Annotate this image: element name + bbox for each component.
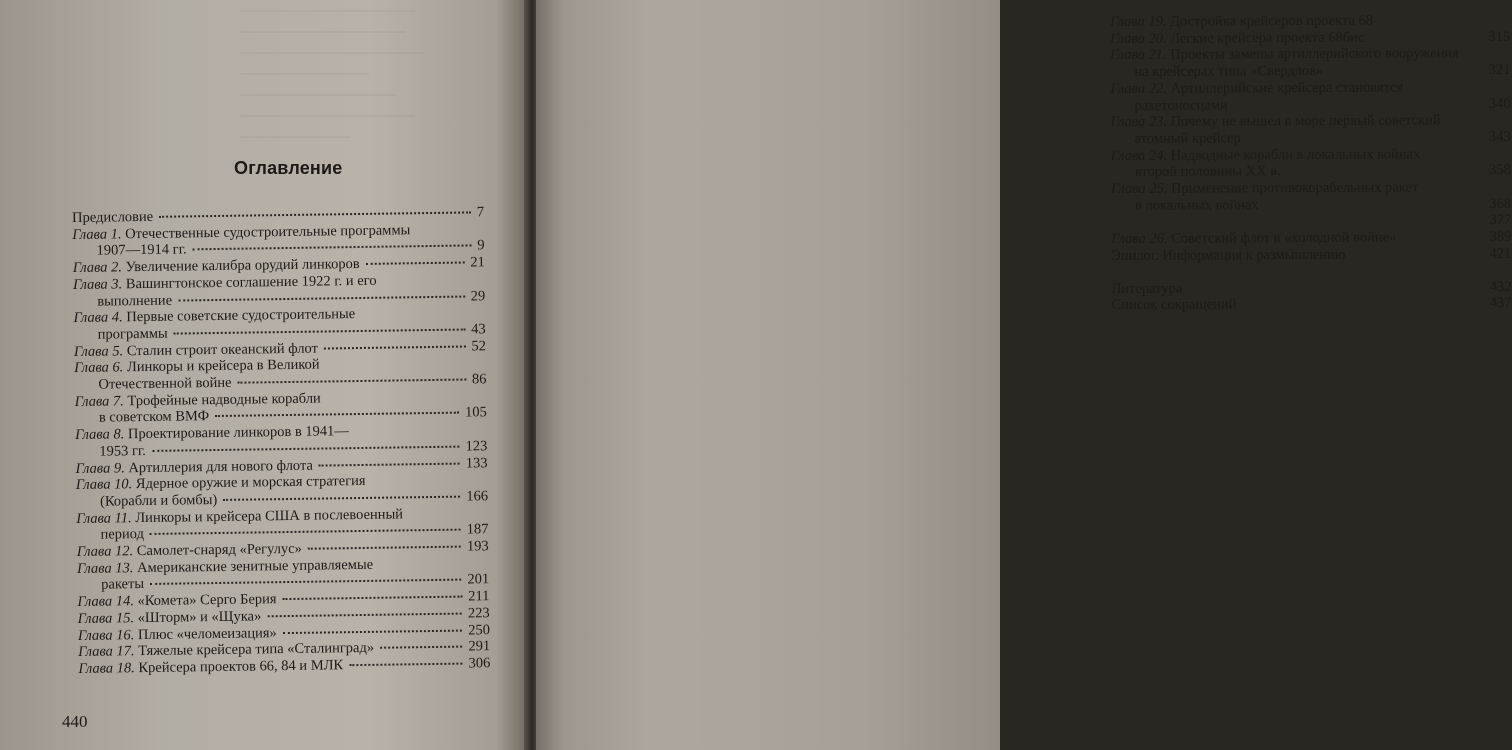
dot-leader: [178, 295, 465, 301]
chapter-title: Тяжелые крейсера типа «Сталинград»: [138, 640, 375, 660]
chapter-label: Глава 17.: [78, 643, 135, 661]
toc-entry-text: [1110, 29, 1364, 47]
chapter-title: Сталин строит океанский флот: [126, 340, 319, 359]
dot-leader: [193, 245, 472, 251]
page-ref: 315: [1488, 28, 1511, 45]
toc-right-list: [1110, 12, 1512, 314]
toc-entry: [1110, 29, 1510, 48]
right-page: [536, 0, 1512, 750]
dot-leader: [319, 462, 460, 466]
page-ref: 358: [1489, 162, 1511, 179]
dot-leader: [349, 663, 462, 667]
toc-entry: [1111, 246, 1511, 265]
toc-entry: [1110, 45, 1510, 81]
dot-leader: [1329, 69, 1482, 72]
dot-leader: [1117, 219, 1483, 223]
page-number: 440: [62, 712, 88, 731]
toc-entry-line: [1111, 212, 1511, 231]
chapter-title: Литература: [1111, 280, 1183, 297]
toc-entry-line: [1111, 196, 1511, 215]
chapter-title: Ядерное оружие и морская стратегия: [135, 473, 366, 493]
chapter-title: Отечественные судостроительные программы: [125, 221, 411, 242]
toc-entry-line: [1110, 45, 1510, 64]
toc-entry: [1111, 229, 1511, 248]
toc-entry-line: [1111, 112, 1511, 131]
dot-leader: [1352, 253, 1484, 256]
page-ref: 21: [470, 254, 485, 271]
chapter-title: Советский флот в «холодной войне»: [1171, 229, 1397, 247]
chapter-title: Американские зенитные управляемые: [136, 556, 374, 576]
page-ref: 306: [468, 655, 491, 672]
chapter-label: Глава 7.: [74, 393, 124, 410]
chapter-title: Вашингтонское соглашение 1922 г. и его: [125, 272, 377, 293]
chapter-title: Артиллерийские крейсера становятся: [1170, 79, 1404, 97]
dot-leader: [308, 546, 461, 550]
dot-leader: [237, 379, 465, 384]
chapter-label: Глава 4.: [73, 309, 123, 327]
toc-entry-text: [1134, 97, 1227, 114]
dot-leader: [150, 529, 461, 535]
chapter-label: Глава 14.: [77, 593, 135, 611]
page-ref: 9: [477, 237, 485, 254]
chapter-label: Глава 2.: [72, 259, 123, 277]
page-ref: 343: [1488, 128, 1511, 145]
chapter-title: «Комета» Серго Берия: [137, 591, 277, 610]
toc-entry-line: [1111, 129, 1511, 148]
toc-entry-line: [1111, 146, 1511, 165]
chapter-label: Глава 21.: [1110, 47, 1167, 64]
toc-entry-line: [1110, 79, 1510, 98]
page-ref: 223: [467, 605, 490, 622]
chapter-label: Глава 6.: [74, 359, 124, 377]
page-ref: 193: [466, 538, 489, 555]
dot-leader: [1402, 236, 1483, 238]
toc-entry-text: [1110, 46, 1459, 64]
toc-entry-text: [98, 375, 231, 394]
toc-entry: [1111, 278, 1511, 297]
toc-entry-text: [97, 292, 172, 310]
chapter-title: Проекты замены артиллерийского вооружения: [1170, 45, 1459, 64]
toc-entry: [1110, 79, 1510, 115]
page-ref: 86: [471, 371, 487, 388]
dot-leader: [283, 596, 463, 601]
dot-leader: [1370, 36, 1482, 39]
chapter-title: Увеличение калибра орудий линкоров: [125, 256, 360, 276]
chapter-title: на крейсерах типа «Свердлов»: [1134, 62, 1324, 80]
dot-leader: [324, 345, 466, 349]
chapter-label: Глава 23.: [1110, 113, 1168, 131]
dot-leader: [159, 211, 471, 217]
dot-leader: [1247, 136, 1483, 139]
chapter-title: Применение противокорабельных ракет: [1170, 179, 1419, 197]
chapter-label: Глава 22.: [1110, 80, 1167, 97]
toc-entry-text: [96, 242, 186, 260]
dot-leader: [1265, 203, 1483, 206]
chapter-title: период: [100, 526, 145, 543]
toc-entry-line: [1111, 295, 1511, 314]
dot-leader: [1234, 103, 1483, 106]
chapter-title: Эпилог. Информация к размышлению: [1111, 246, 1346, 264]
page-ref: 201: [467, 571, 490, 588]
toc-entry-text: [1135, 130, 1241, 147]
dot-leader: [174, 328, 465, 334]
chapter-title: Первые советские судостроительные: [126, 306, 356, 326]
toc-entry-line: [1111, 246, 1511, 265]
page-ref: 432: [1489, 278, 1512, 295]
chapter-title: Крейсера проектов 66, 84 и МЛК: [138, 657, 344, 677]
page-ref: 105: [465, 404, 487, 421]
chapter-label: Глава 5.: [73, 342, 124, 360]
chapter-label: Глава 24.: [1110, 147, 1168, 164]
chapter-title: атомный крейсер: [1134, 130, 1241, 147]
chapter-label: Глава 25.: [1110, 180, 1168, 198]
toc-entry-text: [1135, 163, 1281, 180]
chapter-title: ракеты: [101, 576, 145, 594]
chapter-title: Самолет-снаряд «Регулус»: [136, 540, 302, 560]
dot-leader: [1287, 169, 1483, 172]
toc-entry-line: [1110, 95, 1510, 114]
chapter-label: Глава 8.: [75, 426, 125, 444]
chapter-title: Проектирование линкоров в 1941—: [127, 423, 349, 443]
toc-entry-text: [1111, 112, 1441, 130]
page-ref: 43: [471, 321, 486, 338]
toc-entry-text: [1110, 13, 1373, 31]
toc-entry-text: [101, 576, 144, 593]
dot-leader: [283, 629, 462, 634]
chapter-title: Линкоры и крейсера в Великой: [126, 356, 320, 376]
page-ref: 421: [1489, 245, 1512, 262]
chapter-title: в локальных войнах: [1134, 196, 1259, 214]
toc-entry-line: [1111, 179, 1511, 198]
chapter-title: Список сокращений: [1111, 296, 1237, 314]
toc-entry-text: [99, 443, 146, 460]
toc-entry: [1111, 295, 1511, 314]
chapter-title: Достройка крейсеров проекта 68: [1170, 12, 1374, 30]
toc-entry-line: [1110, 12, 1510, 31]
page-ref: 166: [466, 488, 489, 505]
chapter-title: Почему не вышел в море первый советский: [1170, 112, 1441, 130]
chapter-title: ракетоносцами: [1134, 96, 1228, 114]
chapter-title: Линкоры и крейсера США в послевоенный: [135, 506, 404, 526]
page-ref: 7: [476, 204, 485, 221]
chapter-title: программы: [97, 325, 168, 343]
chapter-title: (Корабли и бомбы): [99, 491, 218, 510]
chapter-label: Глава 1.: [72, 226, 122, 243]
dot-leader: [267, 612, 462, 617]
chapter-label: Глава 15.: [77, 610, 135, 627]
toc-left-list: [72, 204, 490, 677]
chapter-label: Глава 11.: [76, 509, 132, 527]
dot-leader: [380, 646, 462, 649]
toc-entry-text: [1111, 230, 1396, 248]
chapter-label: Глава 18.: [78, 660, 135, 677]
chapter-title: 1953 гг.: [99, 442, 146, 460]
toc-entry-text: [1111, 280, 1182, 297]
chapter-title: Трофейные надводные корабли: [127, 390, 321, 409]
left-page: [0, 0, 528, 750]
toc-entry-text: [1111, 297, 1236, 314]
page-ref: 123: [465, 438, 488, 455]
toc-entry: [1111, 146, 1511, 182]
chapter-title: Артиллерия для нового флота: [128, 457, 313, 476]
page-ref: 321: [1488, 62, 1511, 79]
toc-entry-text: [1111, 247, 1345, 265]
chapter-title: Предисловие: [72, 208, 154, 226]
chapter-label: Глава 10.: [75, 476, 133, 494]
chapter-title: Отечественной войне: [98, 374, 232, 393]
chapter-label: Глава 12.: [76, 543, 134, 561]
toc-entry-text: [100, 492, 217, 510]
toc-entry: [1111, 212, 1511, 231]
page-ref: 29: [470, 287, 486, 304]
toc-entry-text: [1135, 197, 1259, 214]
chapter-label: Глава 19.: [1110, 13, 1167, 30]
chapter-title: выполнение: [97, 292, 173, 310]
page-ref: 389: [1489, 229, 1512, 246]
toc-entry: [1110, 12, 1510, 31]
dot-leader: [215, 412, 459, 417]
toc-entry: [1111, 112, 1511, 148]
toc-entry-text: [1110, 79, 1403, 97]
chapter-title: «Шторм» и «Щука»: [137, 608, 262, 626]
toc-entry-line: [1111, 278, 1511, 297]
toc-entry-line: [1111, 162, 1511, 181]
page-ref: 437: [1489, 295, 1512, 312]
dot-leader: [1242, 302, 1483, 305]
dot-leader: [1188, 286, 1483, 290]
page-ref: 377: [1489, 212, 1512, 229]
chapter-title: 1907—1914 гг.: [96, 241, 187, 260]
chapter-title: второй половины XX в.: [1134, 163, 1281, 181]
toc-entry-line: [1110, 29, 1510, 48]
dot-leader: [152, 445, 460, 451]
page-ref: 340: [1488, 95, 1511, 112]
toc-heading: Оглавление: [234, 158, 343, 178]
toc-entry-text: [99, 409, 209, 427]
chapter-label: Глава 3.: [72, 276, 123, 293]
chapter-title: Легкие крейсера проекта 68бис: [1170, 29, 1365, 47]
chapter-label: Глава 13.: [76, 559, 134, 577]
toc-entry: [1111, 179, 1511, 215]
page-ref: 187: [466, 521, 489, 538]
toc-entry-text: [1111, 146, 1421, 164]
toc-entry-text: [1134, 63, 1323, 81]
page-ref: 52: [471, 337, 487, 355]
toc-entry-text: [100, 526, 144, 543]
chapter-title: Надводные корабли в локальных войнах: [1170, 146, 1421, 164]
chapter-title: в советском ВМФ: [98, 408, 210, 427]
chapter-title: Плюс «челомеизация»: [137, 624, 277, 643]
toc-entry-text: [1111, 179, 1418, 197]
chapter-label: Глава 20.: [1110, 30, 1167, 47]
toc-entry-line: [1110, 62, 1510, 81]
page-ref: 133: [465, 454, 488, 472]
dot-leader: [223, 496, 460, 501]
page-ref: 291: [468, 638, 491, 655]
toc-entry-line: [1111, 229, 1511, 248]
chapter-label: Глава 16.: [77, 626, 135, 644]
page-ref: 211: [468, 588, 490, 605]
chapter-label: Глава 26.: [1111, 230, 1168, 248]
toc-entry-text: [72, 209, 153, 227]
page-ref: 250: [468, 621, 491, 639]
dot-leader: [150, 579, 461, 585]
bleed-through-text: ─────────────────── ────────────────── ──────────────────── ────────────── ───────────────── ─────────────────── ────────────: [240, 3, 425, 144]
toc-entry-text: [98, 326, 168, 344]
dot-leader: [1379, 19, 1504, 22]
chapter-label: Глава 9.: [75, 459, 125, 477]
page-ref: 368: [1489, 195, 1512, 212]
toc-entry-text: [78, 657, 343, 677]
dot-leader: [366, 262, 465, 265]
